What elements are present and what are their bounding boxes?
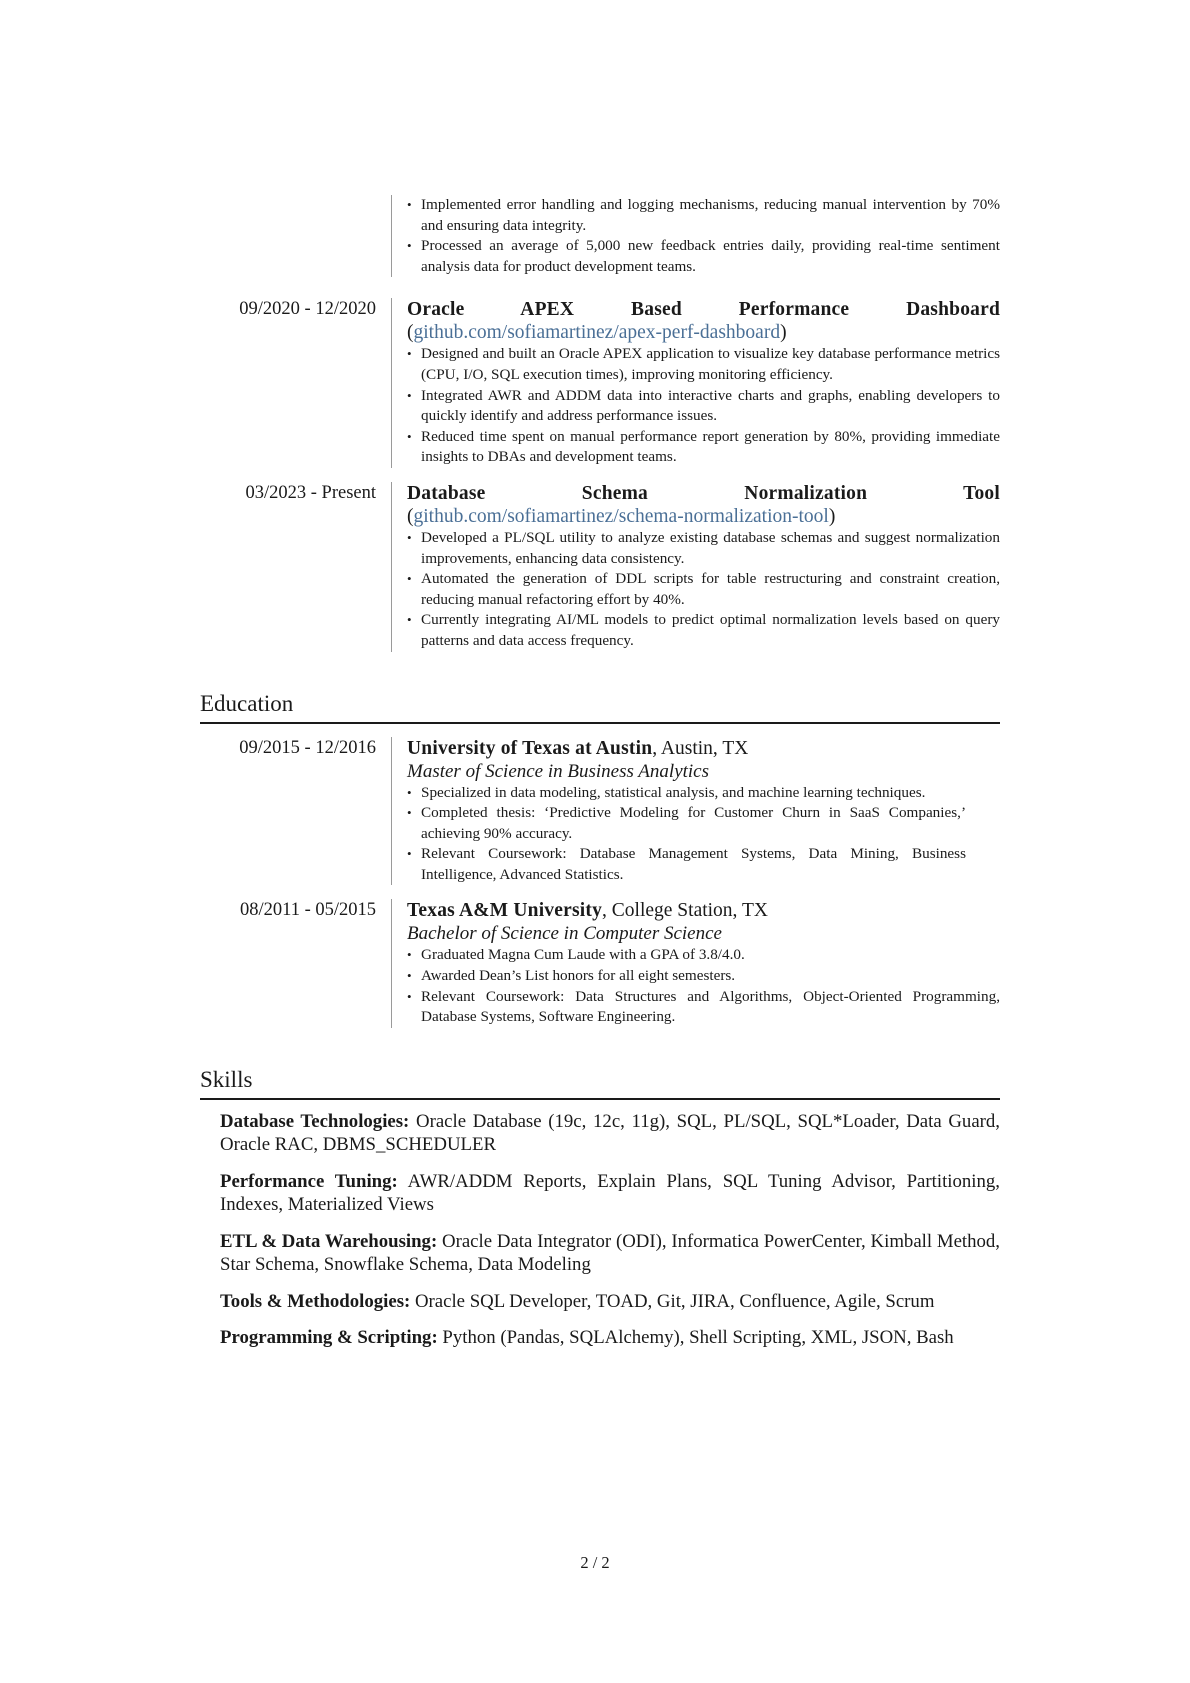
section-heading-skills: Skills <box>200 1066 1000 1100</box>
entry-content <box>391 298 1000 468</box>
bullet-item: • Relevant Coursework: Data Structures and Algorithms, Object-Oriented Programming, Database Systems, Software Engineering. <box>407 987 1000 1028</box>
bullet-item: • Relevant Coursework: Database Management Systems, Data Mining, Business Intelligence, Advanced Statistics. <box>407 844 966 885</box>
entry-date: 08/2011 - 05/2015 <box>239 900 376 921</box>
education-entry <box>200 737 1000 886</box>
bullet-item: • Currently integrating AI/ML models to predict optimal normalization levels based on query patterns and data access frequency. <box>407 610 1000 651</box>
entry-content <box>391 737 1000 886</box>
skill-value: Oracle Database (19c, 12c, 11g), SQL, PL/SQL, SQL*Loader, Data Guard, Oracle RAC, DBMS_SCHEDULER <box>220 1110 1000 1156</box>
project-title-line: Oracle APEX Based Performance Dashboard (github.com/sofiamartinez/apex-perf-dashboard) <box>407 299 1000 344</box>
education-entry <box>200 899 1000 1027</box>
skill-value: Oracle SQL Developer, TOAD, Git, JIRA, Confluence, Agile, Scrum <box>414 1290 935 1312</box>
bullet-item: • Awarded Dean’s List honors for all eight semesters. <box>407 966 1000 987</box>
entry-content <box>391 195 1000 277</box>
bullet-item: • Developed a PL/SQL utility to analyze existing database schemas and suggest normalization improvements, enhancing data consistency. <box>407 528 1000 569</box>
bullet-item: • Reduced time spent on manual performance report generation by 80%, providing immediate insights to DBAs and development teams. <box>407 427 1000 468</box>
school-name: University of Texas at Austin <box>407 737 653 759</box>
bullet-list <box>407 344 1000 468</box>
entry-content <box>391 899 1000 1027</box>
degree: Master of Science in Business Analytics <box>407 760 710 782</box>
skill-label: Performance Tuning: <box>220 1170 398 1192</box>
school-line <box>407 737 966 760</box>
entry-date: 03/2023 - Present <box>245 482 376 503</box>
degree: Bachelor of Science in Computer Science <box>407 923 722 945</box>
bullet-list <box>407 945 1000 1027</box>
bullet-list <box>407 528 1000 652</box>
skill-line <box>220 1110 1000 1157</box>
project-entry <box>200 298 1000 468</box>
skill-label: ETL & Data Warehousing: <box>220 1230 438 1252</box>
school-line <box>407 899 1000 922</box>
bullet-item: • Designed and built an Oracle APEX application to visualize key database performance metrics (CPU, I/O, SQL execution times), improving monitoring efficiency. <box>407 344 1000 385</box>
skill-value: AWR/ADDM Reports, Explain Plans, SQL Tuning Advisor, Partitioning, Indexes, Materialized Views <box>220 1170 1000 1216</box>
project-title: Database Schema Normalization Tool <box>407 482 1000 504</box>
school-location: , Austin, TX <box>652 737 749 759</box>
school-location: , College Station, TX <box>602 900 768 922</box>
skill-line <box>220 1290 1000 1314</box>
skill-label: Programming & Scripting: <box>220 1327 438 1349</box>
project-entry <box>200 482 1000 652</box>
skill-label: Tools & Methodologies: <box>220 1290 411 1312</box>
entry-date: 09/2015 - 12/2016 <box>239 737 376 758</box>
bullet-item: • Processed an average of 5,000 new feedback entries daily, providing real-time sentiment analysis data for product development teams. <box>407 236 1000 277</box>
project-entry-continued <box>200 195 1000 277</box>
project-link[interactable]: github.com/sofiamartinez/schema-normalization-tool <box>413 505 829 527</box>
bullet-list <box>407 195 1000 277</box>
bullet-item: • Graduated Magna Cum Laude with a GPA of 3.8/4.0. <box>407 945 1000 966</box>
entry-date-empty <box>200 195 391 277</box>
skills-list <box>200 1110 1000 1350</box>
bullet-item: • Integrated AWR and ADDM data into interactive charts and graphs, enabling developers to quickly identify and address performance issues. <box>407 386 1000 427</box>
skill-line <box>220 1326 1000 1350</box>
page-number: 2 / 2 <box>580 1553 610 1572</box>
project-title-line: Database Schema Normalization Tool (github.com/sofiamartinez/schema-normalization-tool) <box>407 482 1000 527</box>
skill-value: Oracle Data Integrator (ODI), Informatica PowerCenter, Kimball Method, Star Schema, Snowflake Schema, Data Modeling <box>220 1230 1001 1276</box>
bullet-item: • Automated the generation of DDL scripts for table restructuring and constraint creation, reducing manual refactoring effort by 40%. <box>407 569 1000 610</box>
skill-line <box>220 1170 1000 1217</box>
bullet-item: • Implemented error handling and logging mechanisms, reducing manual intervention by 70% and ensuring data integrity. <box>407 195 1000 236</box>
bullet-item: • Completed thesis: ‘Predictive Modeling for Customer Churn in SaaS Companies,’ achieving 90% accuracy. <box>407 803 966 844</box>
project-link[interactable]: github.com/sofiamartinez/apex-perf-dashboard <box>413 322 781 344</box>
skill-line <box>220 1230 1000 1277</box>
school-name: Texas A&M University <box>407 900 603 922</box>
resume-page-2 <box>200 195 1000 1363</box>
section-heading-education: Education <box>200 690 1000 724</box>
project-title: Oracle APEX Based Performance Dashboard <box>407 299 1000 321</box>
bullet-list <box>407 783 966 886</box>
bullet-item: • Specialized in data modeling, statistical analysis, and machine learning techniques. <box>407 783 966 804</box>
skill-label: Database Technologies: <box>220 1110 410 1132</box>
entry-content <box>391 482 1000 652</box>
entry-date: 09/2020 - 12/2020 <box>239 299 376 320</box>
skill-value: Python (Pandas, SQLAlchemy), Shell Scripting, XML, JSON, Bash <box>442 1327 954 1349</box>
